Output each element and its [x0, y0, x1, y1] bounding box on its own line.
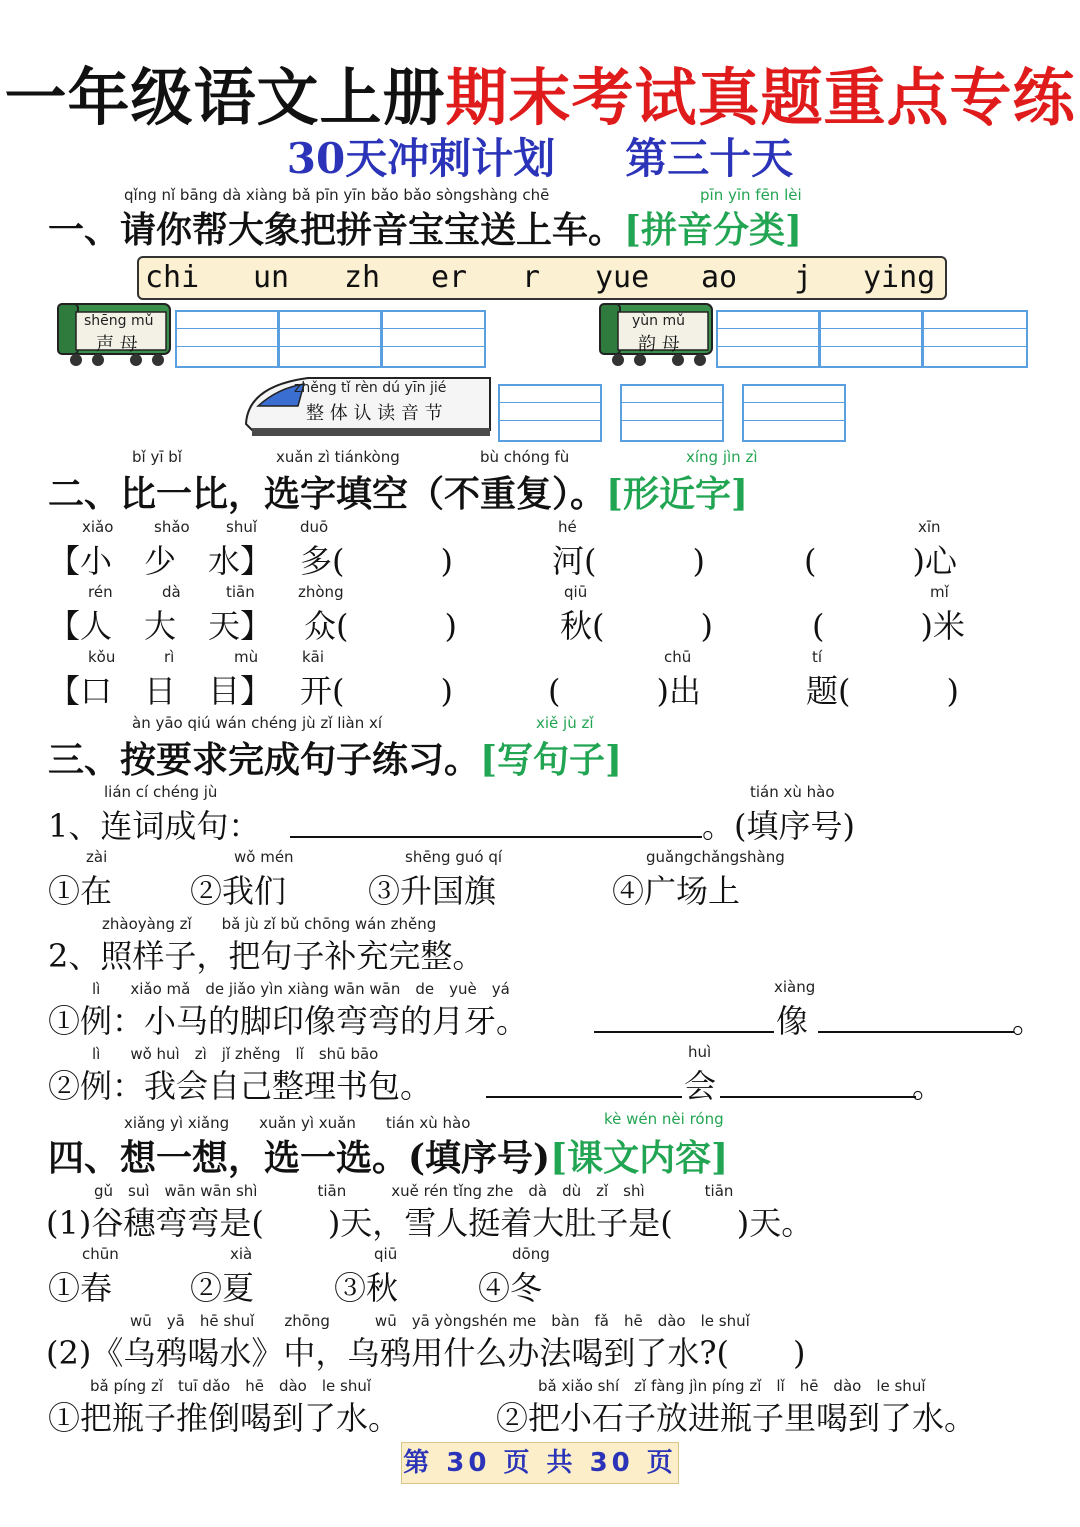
- row3-py: chū: [664, 648, 692, 666]
- s4-q1-option: ③秋: [334, 1269, 399, 1307]
- s1-tag-pinyin: pīn yīn fēn lèi: [700, 186, 802, 204]
- row2-py: mǐ: [930, 583, 949, 601]
- row1-item: 河( ): [552, 542, 705, 580]
- row3-item: ( )出: [548, 672, 701, 710]
- letter-ying: ying: [863, 260, 936, 295]
- s4-q1-option: ④冬: [478, 1269, 543, 1307]
- s4-q1opt-py: chūn: [82, 1245, 119, 1263]
- s3-tag-pinyin: xiě jù zǐ: [536, 714, 594, 732]
- letter-yue: yue: [595, 260, 650, 295]
- train1-label: 声 母: [96, 334, 138, 355]
- row3-item: 题( ): [806, 672, 959, 710]
- answer-box[interactable]: [716, 310, 820, 368]
- answer-box[interactable]: [381, 310, 486, 368]
- subtitle-left: 30天冲刺计划: [286, 134, 556, 183]
- train1-pinyin: shēng mǔ: [84, 313, 154, 329]
- s4-q2-option: ②把小石子放进瓶子里喝到了水。: [496, 1399, 977, 1437]
- row3-py: mù: [234, 648, 259, 666]
- ex1-pinyin: lì xiǎo mǎ de jiǎo yìn xiàng wān wān de yuè yá: [92, 980, 510, 998]
- row1-py: duō: [300, 518, 329, 536]
- s4-tag: [课文内容]: [550, 1137, 729, 1179]
- letter-un: un: [253, 260, 290, 295]
- q2-pinyin: zhàoyàng zǐ bǎ jù zǐ bǔ chōng wán zhěng: [102, 915, 437, 933]
- s4-tag-pinyin: kè wén nèi róng: [604, 1110, 724, 1128]
- s2-heading: [48, 466, 748, 517]
- train2-label: 韵 母: [638, 334, 680, 355]
- q1-option: ④广场上: [612, 872, 741, 910]
- row1-py: shuǐ: [226, 518, 257, 536]
- answer-box[interactable]: [498, 384, 602, 442]
- q2-text: 2、照样子，把句子补充完整。: [48, 937, 485, 975]
- s4-q2opt-py: bǎ píng zǐ tuī dǎo hē dào le shuǐ: [90, 1377, 372, 1395]
- train-yunmu: [598, 300, 716, 368]
- answer-box[interactable]: [620, 384, 724, 442]
- q1-option: ①在: [48, 872, 113, 910]
- s4-q1opt-py: dōng: [512, 1245, 550, 1263]
- letter-ao: ao: [701, 260, 738, 295]
- train3-label: 整 体 认 读 音 节: [306, 403, 443, 424]
- row3-py: rì: [164, 648, 175, 666]
- s2-pinyin-3: bù chóng fù: [480, 448, 570, 466]
- s4-pinyin: xiǎng yì xiǎng xuǎn yì xuǎn tián xù hào: [124, 1114, 471, 1132]
- s2-pinyin-2: xuǎn zì tiánkòng: [276, 448, 400, 466]
- q1-option: ②我们: [190, 872, 287, 910]
- ex1-mid: 像: [776, 1002, 809, 1040]
- train-zhengti: [238, 372, 496, 442]
- row3-py: tí: [812, 648, 823, 666]
- q1opt-py: zài: [86, 848, 108, 866]
- s4-q1opt-py: xià: [230, 1245, 253, 1263]
- letter-er: er: [431, 260, 468, 295]
- answer-box[interactable]: [819, 310, 923, 368]
- page-title: [0, 48, 1080, 137]
- letter-r: r: [522, 260, 541, 295]
- answer-box[interactable]: [175, 310, 279, 368]
- row1-py: shǎo: [154, 518, 190, 536]
- ex2-pinyin-2: huì: [688, 1043, 712, 1061]
- s4-q1-option: ①春: [48, 1269, 113, 1307]
- q1-option: ③升国旗: [368, 872, 497, 910]
- train-shengmu: [56, 300, 174, 368]
- q1-pinyin: lián cí chéng jù: [104, 783, 218, 801]
- q1-text: 1、连词成句：: [48, 807, 261, 845]
- s4-heading-text: 四、想一想，选一选。(填序号): [48, 1137, 551, 1179]
- s4-q2opt-py: bǎ xiǎo shí zǐ fàng jìn píng zǐ lǐ hē dào le shuǐ: [538, 1377, 926, 1395]
- answer-box[interactable]: [742, 384, 846, 442]
- s3-pinyin: àn yāo qiú wán chéng jù zǐ liàn xí: [132, 714, 383, 732]
- row2-py: dà: [162, 583, 181, 601]
- s3-heading: [48, 732, 622, 783]
- answer-box[interactable]: [278, 310, 382, 368]
- answer-line[interactable]: [290, 836, 702, 838]
- letter-bar: [137, 256, 947, 300]
- row2-item: ( )米: [812, 607, 965, 645]
- s2-tag: [形近字]: [606, 473, 749, 515]
- answer-box[interactable]: [922, 310, 1028, 368]
- s2-heading-text: 二、比一比，选字填空（不重复）。: [48, 473, 607, 515]
- s4-q1-pinyin: gǔ suì wān wān shì tiān xuě rén tǐng zhe dà dù zǐ shì tiān: [94, 1182, 734, 1200]
- row1-py: xīn: [918, 518, 941, 536]
- answer-line[interactable]: [818, 1031, 1014, 1033]
- s3-heading-text: 三、按要求完成句子练习。: [48, 739, 481, 781]
- s2-tag-pinyin: xíng jìn zì: [686, 448, 758, 466]
- row1-item: ( )心: [804, 542, 957, 580]
- s4-q2: (2)《乌鸦喝水》中，乌鸦用什么办法喝到了水?( ): [46, 1334, 806, 1372]
- title-red: 期末考试真题重点专练: [445, 61, 1076, 134]
- row3-py: kǒu: [88, 648, 116, 666]
- answer-line[interactable]: [486, 1096, 682, 1098]
- letter-chi: chi: [145, 260, 200, 295]
- s4-q2-option: ①把瓶子推倒喝到了水。: [48, 1399, 401, 1437]
- subtitle: [0, 126, 1080, 186]
- row2-py: tiān: [226, 583, 255, 601]
- s2-pinyin-1: bǐ yī bǐ: [132, 448, 182, 466]
- ex1-text: ①例：小马的脚印像弯弯的月牙。: [48, 1002, 529, 1040]
- s1-heading-text: 一、请你帮大象把拼音宝宝送上车。: [48, 209, 625, 251]
- row1-py: xiǎo: [82, 518, 114, 536]
- ex1-pinyin-2: xiàng: [774, 978, 816, 996]
- row2-group: 【人 大 天】: [48, 607, 273, 645]
- s4-heading: [48, 1130, 728, 1181]
- row2-item: 众( ): [304, 607, 457, 645]
- train3-pinyin: zhěng tǐ rèn dú yīn jié: [294, 380, 447, 396]
- subtitle-right: 第三十天: [625, 134, 794, 183]
- row3-item: 开( ): [300, 672, 453, 710]
- s4-q1opt-py: qiū: [374, 1245, 398, 1263]
- answer-line[interactable]: [594, 1031, 774, 1033]
- ex2-text: ②例：我会自己整理书包。: [48, 1067, 433, 1105]
- row1-group: 【小 少 水】: [48, 542, 273, 580]
- ex1-end: 。: [1012, 1002, 1045, 1040]
- q1opt-py: shēng guó qí: [405, 848, 503, 866]
- s1-heading: [48, 202, 802, 253]
- row1-py: hé: [558, 518, 577, 536]
- answer-line[interactable]: [720, 1096, 916, 1098]
- q1opt-py: guǎngchǎngshàng: [646, 848, 785, 866]
- letter-j: j: [794, 260, 813, 295]
- ex2-end: 。: [912, 1067, 945, 1105]
- s4-q1-option: ②夏: [190, 1269, 255, 1307]
- row3-group: 【口 日 目】: [48, 672, 273, 710]
- row2-py: zhòng: [298, 583, 344, 601]
- s1-pinyin: qǐng nǐ bāng dà xiàng bǎ pīn yīn bǎo bǎo sòngshàng chē: [124, 186, 550, 204]
- page-number: 第 30 页 共 30 页: [401, 1442, 679, 1484]
- s4-q2-pinyin: wū yā hē shuǐ zhōng wū yā yòngshén me bàn fǎ hē dào le shuǐ: [130, 1312, 750, 1330]
- row3-py: kāi: [302, 648, 325, 666]
- row1-item: 多( ): [300, 542, 453, 580]
- letter-zh: zh: [344, 260, 381, 295]
- q1opt-py: wǒ mén: [234, 848, 294, 866]
- ex2-mid: 会: [684, 1067, 717, 1105]
- row2-item: 秋( ): [560, 607, 713, 645]
- row2-py: qiū: [564, 583, 588, 601]
- s1-tag: [拼音分类]: [624, 209, 803, 251]
- train2-pinyin: yùn mǔ: [632, 313, 685, 329]
- s4-q1: (1)谷穗弯弯是( )天，雪人挺着大肚子是( )天。: [46, 1204, 814, 1242]
- row2-py: rén: [88, 583, 113, 601]
- q1-end: 。(填序号): [702, 807, 855, 845]
- ex2-pinyin: lì wǒ huì zì jǐ zhěng lǐ shū bāo: [92, 1045, 379, 1063]
- title-black: 一年级语文上册: [4, 61, 446, 134]
- q1-pinyin-2: tián xù hào: [750, 783, 835, 801]
- s3-tag: [写句子]: [480, 739, 623, 781]
